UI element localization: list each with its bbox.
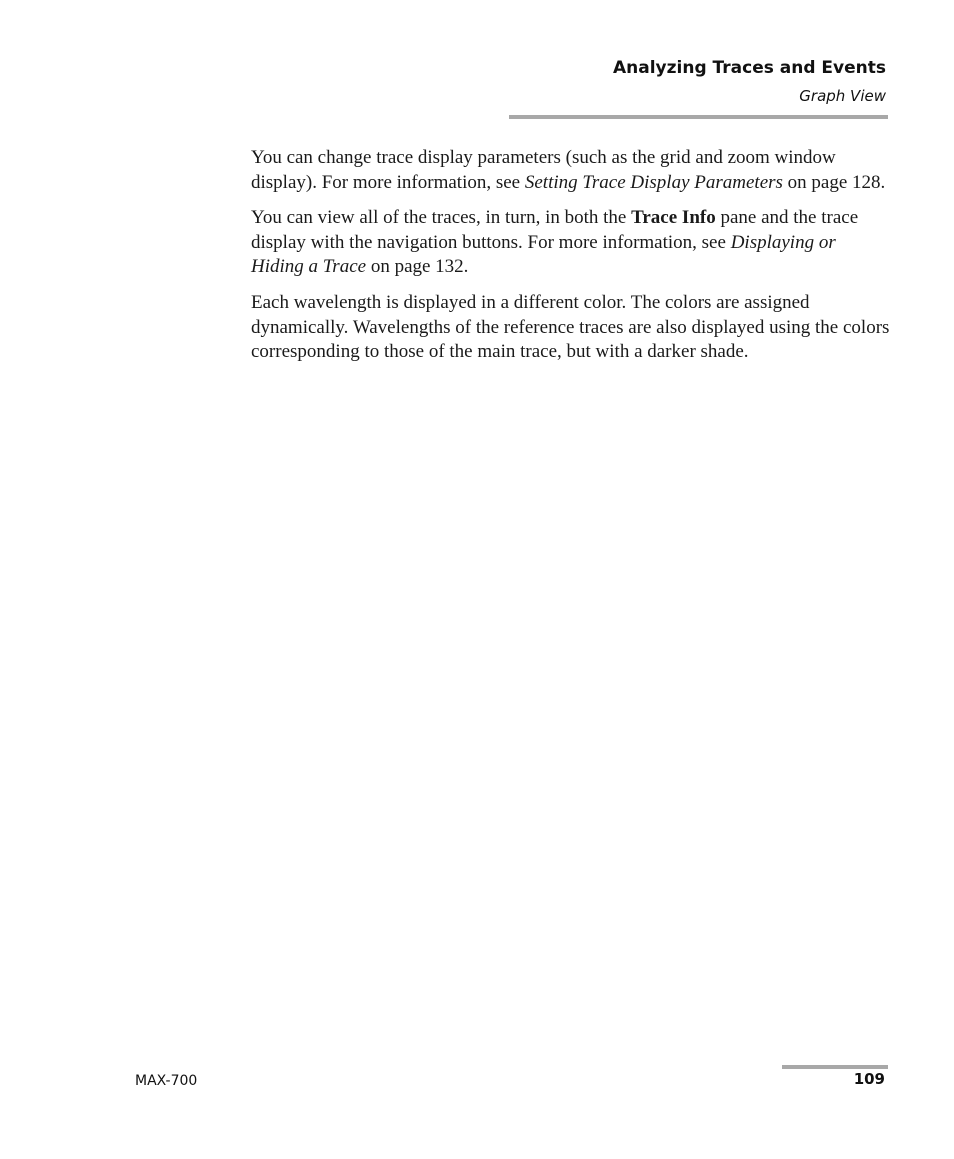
running-header	[613, 56, 886, 107]
section-title: Graph View	[799, 87, 886, 105]
paragraph-display-parameters	[251, 146, 891, 195]
cross-reference[interactable]: Setting Trace Display Parameters	[524, 171, 783, 193]
paragraph-text: You can view all of the traces, in turn, in both the	[251, 207, 632, 229]
paragraph-text: on page 132.	[366, 256, 469, 278]
paragraph-text: on page 128.	[782, 171, 886, 193]
header-rule	[509, 115, 888, 119]
page-number: 109	[853, 1070, 885, 1088]
paragraph-text: pane and the trace display with the navigation buttons. For more information, see	[251, 207, 859, 253]
paragraph-view-traces	[251, 206, 891, 280]
paragraph-wavelength-colors	[251, 291, 891, 365]
paragraph-text: You can change trace display parameters (such as the grid and zoom window display). For more information, see	[251, 147, 836, 193]
cross-reference[interactable]: Displaying or Hiding a Trace	[251, 231, 836, 278]
document-name: MAX-700	[135, 1073, 198, 1089]
body-content	[251, 146, 891, 376]
ui-term: Trace Info	[631, 207, 716, 229]
footer-rule	[782, 1065, 888, 1069]
chapter-title: Analyzing Traces and Events	[612, 58, 886, 78]
paragraph-text: Each wavelength is displayed in a different color. The colors are assigned dynamically. Wavelengths of the reference traces are also displayed using the colors corresponding to those of the main trace, but with a darker shade.	[251, 291, 890, 363]
